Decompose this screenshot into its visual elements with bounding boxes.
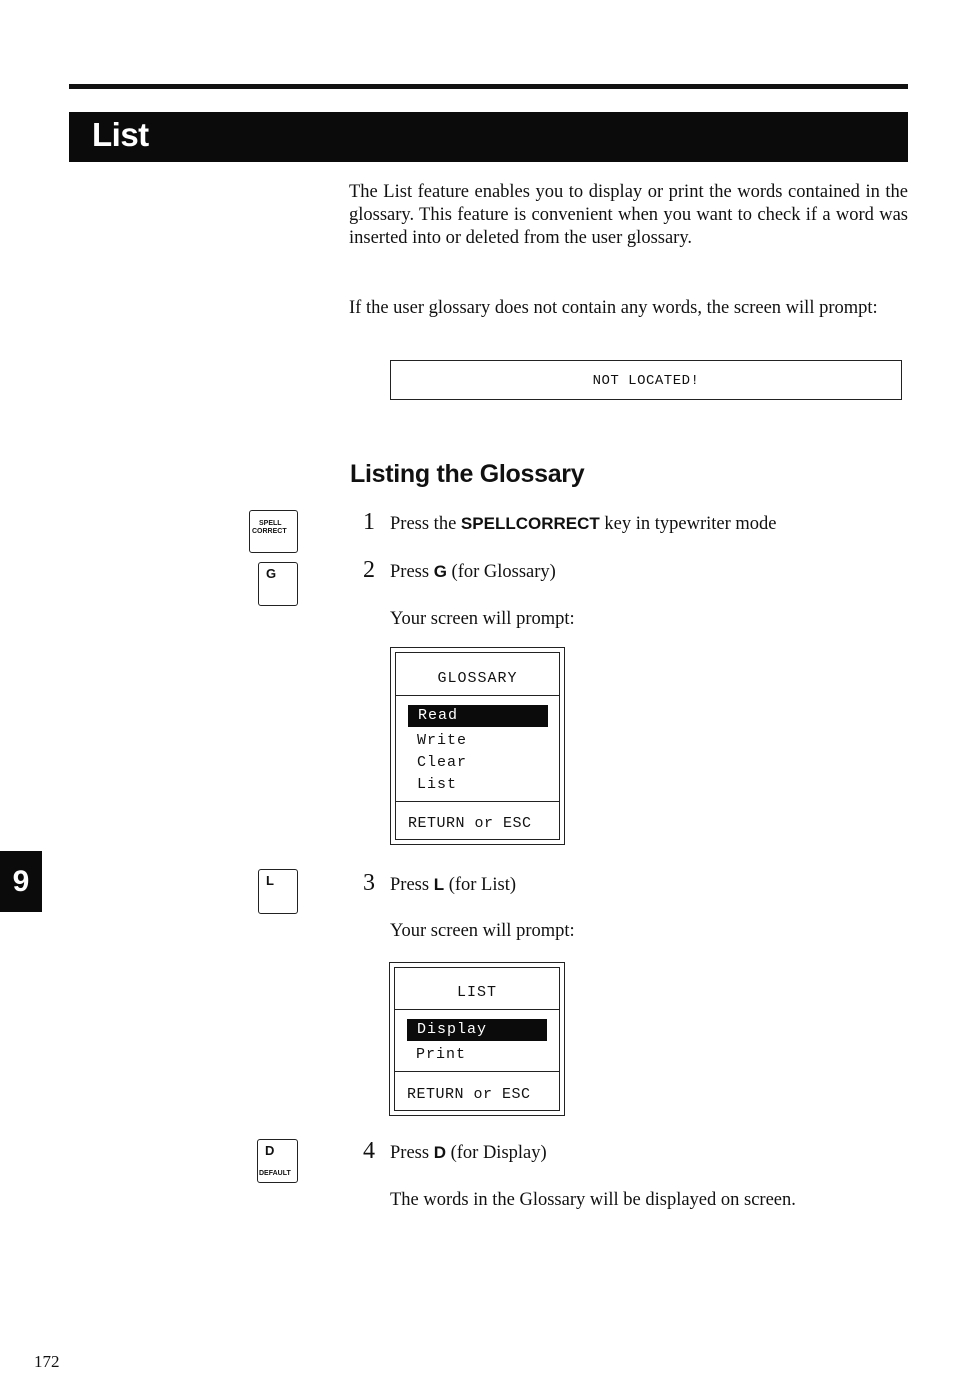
step-3-key: L xyxy=(433,875,445,894)
list-menu-frame xyxy=(394,967,560,1111)
spellcorrect-key-icon xyxy=(249,510,298,553)
step-4-key: D xyxy=(433,1143,446,1162)
step-2-key: G xyxy=(433,562,447,581)
glossary-menu-item-write: Write xyxy=(417,732,468,749)
glossary-menu-item-clear: Clear xyxy=(417,754,468,771)
step-3-text xyxy=(390,875,516,896)
step-3-number: 3 xyxy=(363,870,375,896)
g-key-icon xyxy=(258,562,298,606)
step-2-text xyxy=(390,562,556,583)
intro-paragraph-1: The List feature enables you to display or print the words contained in the glossary. This feature is convenient when you want to check if a word was inserted into or deleted from the user glossary. xyxy=(349,182,908,248)
step-1-text xyxy=(390,514,777,535)
list-menu-item-display: Display xyxy=(407,1019,547,1041)
step-4-text xyxy=(390,1143,547,1164)
correct-key-label: CORRECT xyxy=(252,528,287,535)
d-key-label: D xyxy=(265,1143,275,1158)
glossary-menu-divider-bottom xyxy=(396,801,559,802)
glossary-menu-item-read: Read xyxy=(408,705,548,727)
default-key-label: DEFAULT xyxy=(259,1170,291,1177)
step-4-number: 4 xyxy=(363,1138,375,1164)
glossary-menu-title: GLOSSARY xyxy=(437,670,518,687)
list-menu-item-print: Print xyxy=(416,1046,467,1063)
step-3-pre: Press xyxy=(390,875,434,895)
d-default-key-icon xyxy=(257,1139,298,1183)
spell-key-label: SPELL xyxy=(259,520,282,527)
step-2-number: 2 xyxy=(363,557,375,583)
glossary-menu xyxy=(390,647,565,845)
glossary-menu-divider-top xyxy=(396,695,559,696)
step-1-pre: Press the xyxy=(390,514,461,534)
step-1-number: 1 xyxy=(363,509,375,535)
page-title: List xyxy=(92,116,149,153)
step-3-post: (for List) xyxy=(444,875,517,895)
glossary-menu-item-list: List xyxy=(417,776,458,793)
top-rule xyxy=(69,84,908,89)
l-key-label: L xyxy=(266,873,274,888)
list-menu-divider-top xyxy=(395,1009,559,1010)
list-menu xyxy=(389,962,565,1116)
title-bar xyxy=(69,112,908,162)
glossary-menu-frame xyxy=(395,652,560,840)
section-heading: Listing the Glossary xyxy=(350,460,585,488)
step-2-pre: Press xyxy=(390,562,434,582)
not-located-prompt: NOT LOCATED! xyxy=(390,360,902,400)
glossary-menu-footer: RETURN or ESC xyxy=(408,815,532,832)
g-key-label: G xyxy=(266,566,277,581)
step-3-prompt-label: Your screen will prompt: xyxy=(390,921,575,941)
page-number: 172 xyxy=(34,1352,60,1371)
step-1-key: SPELLCORRECT xyxy=(460,514,600,533)
chapter-tab: 9 xyxy=(0,851,42,912)
l-key-icon xyxy=(258,869,298,914)
step-4-pre: Press xyxy=(390,1143,434,1163)
list-menu-footer: RETURN or ESC xyxy=(407,1086,531,1103)
final-description: The words in the Glossary will be displayed on screen. xyxy=(390,1190,796,1210)
step-2-prompt-label: Your screen will prompt: xyxy=(390,609,575,629)
step-1-post: key in typewriter mode xyxy=(599,514,777,534)
list-menu-title: LIST xyxy=(456,984,497,1001)
list-menu-divider-bottom xyxy=(395,1071,559,1072)
step-2-post: (for Glossary) xyxy=(446,562,556,582)
step-4-post: (for Display) xyxy=(445,1143,547,1163)
intro-paragraph-2: If the user glossary does not contain any words, the screen will prompt: xyxy=(349,298,878,318)
